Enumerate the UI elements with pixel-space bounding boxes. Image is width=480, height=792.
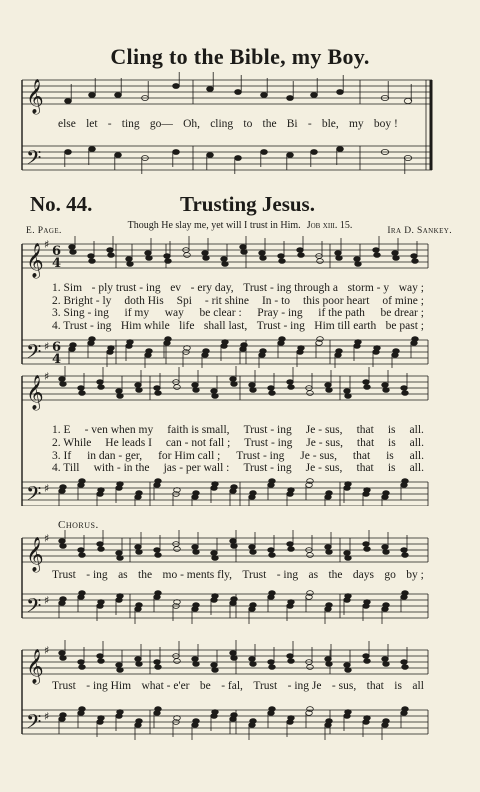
lyric-syllable: Oh, [183, 118, 200, 130]
lyric-syllable: Trust - ing [243, 424, 292, 436]
lyric-syllable: to [243, 118, 253, 130]
lyric-syllable: - ing [276, 569, 299, 581]
svg-text:6: 6 [52, 244, 62, 259]
lyric-syllable: Trust - ing [244, 436, 293, 449]
lyric-syllable: 3. If [52, 449, 72, 462]
svg-text:♯: ♯ [44, 238, 50, 251]
lyric-syllable: go— [149, 118, 173, 130]
lyric-syllable: in dan - ger, [87, 449, 143, 462]
lyric-syllable: 2. While [52, 436, 92, 449]
lyric-syllable: be clear : [199, 307, 242, 319]
lyric-syllable: - sus, [331, 680, 357, 692]
svg-text:𝄢: 𝄢 [26, 710, 42, 738]
svg-text:6: 6 [52, 340, 62, 355]
lyric-syllable: as [308, 569, 319, 581]
lyric-syllable: - ply trust - ing [91, 282, 161, 294]
lyric-syllable: ble, [321, 118, 339, 130]
lyric-syllable: - ing [86, 569, 108, 581]
lyric-syllable: Trust - ing [243, 462, 292, 475]
lyric-syllable: way [164, 307, 184, 319]
chorus-line [52, 680, 424, 692]
lyric-syllable: - ven when my [84, 424, 154, 436]
lyric-syllable: - ing Him [86, 680, 132, 692]
lyric-syllable: doth His [124, 294, 164, 307]
verse-line [52, 295, 424, 307]
lyric-syllable: this poor heart [303, 294, 370, 307]
lyric-syllable: - ery day, [190, 282, 234, 294]
svg-text:𝄞: 𝄞 [26, 79, 44, 114]
chorus-label: Chorus. [58, 519, 99, 531]
lyric-syllable: is [388, 436, 396, 449]
verse-line [52, 320, 424, 332]
lyric-syllable: is [387, 462, 396, 475]
lyric-syllable: 4. Trust - ing [52, 319, 112, 332]
lyric-syllable: days [352, 569, 375, 581]
lyric-syllable: 2. Bright - ly [52, 294, 112, 307]
lyric-syllable: all. [409, 462, 424, 475]
svg-text:♯: ♯ [44, 532, 50, 545]
lyric-syllable: be past ; [385, 319, 424, 332]
lyric-syllable: 1. Sim [52, 282, 83, 294]
lyric-syllable: Trust [52, 680, 76, 692]
lyric-syllable: boy ! [373, 118, 398, 130]
lyric-syllable: if my [124, 307, 150, 319]
lyric-syllable: for Him call ; [158, 449, 221, 462]
lyric-syllable: Je - sus, [305, 424, 343, 436]
lyric-syllable: way ; [398, 282, 424, 294]
verse-line [52, 437, 424, 449]
hymn-title: Trusting Jesus. [180, 192, 315, 216]
svg-text:𝄢: 𝄢 [26, 482, 42, 506]
lyric-syllable: Trust [253, 680, 278, 692]
lyric-syllable: 1. E [52, 424, 71, 436]
svg-text:♯: ♯ [44, 710, 50, 723]
lyric-syllable: what - e'er [141, 680, 190, 692]
lyric-syllable: - [307, 118, 312, 130]
lyric-syllable: In - to [261, 294, 291, 307]
previous-hymn-lyric [58, 118, 398, 130]
lyric-syllable: Trust - ing [236, 449, 285, 462]
lyric-syllable: Trust [52, 569, 76, 581]
lyric-syllable: ting [121, 118, 140, 130]
svg-text:𝄢: 𝄢 [26, 146, 42, 174]
author-credit: Ira D. Sankey. [387, 226, 452, 236]
lyric-syllable: storm - y [347, 282, 390, 294]
svg-text:𝄢: 𝄢 [26, 340, 42, 368]
lyric-syllable: all [412, 680, 424, 692]
lyric-syllable: can - not fall ; [165, 436, 231, 449]
lyric-syllable: Him till earth [314, 319, 377, 332]
lyric-syllable: all. [409, 436, 424, 449]
lyric-syllable: shall last, [203, 319, 248, 332]
lyric-syllable: He leads I [105, 436, 152, 449]
svg-text:𝄞: 𝄞 [26, 243, 44, 278]
lyric-syllable: the [138, 569, 153, 581]
svg-text:4: 4 [52, 352, 62, 367]
svg-text:𝄞: 𝄞 [26, 649, 44, 684]
svg-text:𝄞: 𝄞 [26, 537, 44, 572]
lyric-syllable: - rit shine [204, 294, 249, 307]
lyric-syllable: let [86, 118, 98, 130]
lyric-syllable: the [262, 118, 277, 130]
verse-line [52, 450, 424, 462]
lyric-syllable: is [394, 680, 402, 692]
lyric-syllable: Spi [176, 294, 192, 307]
lyric-syllable: 3. Sing - ing [52, 307, 109, 319]
lyric-syllable: that [366, 680, 384, 692]
lyric-syllable: is [387, 424, 396, 436]
music-staff-system-1 [0, 70, 480, 200]
lyric-syllable: that [356, 424, 374, 436]
verse-line [52, 424, 424, 436]
lyric-syllable: Trust [242, 569, 267, 581]
lyric-syllable: all. [409, 424, 424, 436]
lyric-syllable: is [386, 449, 394, 462]
lyric-syllable: ev [170, 282, 182, 294]
lyric-syllable: mo - ments fly, [162, 569, 233, 581]
lyric-syllable: - fal, [221, 680, 243, 692]
lyric-syllable: else [58, 118, 76, 130]
lyric-syllable: Bi [286, 118, 298, 130]
previous-hymn-title: Cling to the Bible, my Boy. [110, 44, 370, 69]
svg-text:4: 4 [52, 256, 62, 271]
lyric-syllable: cling [210, 118, 234, 130]
lyric-syllable: with - in the [93, 462, 150, 475]
svg-text:𝄞: 𝄞 [26, 375, 44, 410]
lyric-syllable: Pray - ing [257, 307, 303, 319]
lyric-syllable: that [352, 449, 371, 462]
lyric-syllable: all. [409, 449, 424, 462]
lyric-syllable: that [356, 462, 374, 475]
lyric-syllable: my [348, 118, 364, 130]
svg-text:♯: ♯ [44, 340, 50, 353]
lyric-syllable: the [328, 569, 343, 581]
lyric-syllable: life [179, 319, 195, 332]
verse-line [52, 307, 424, 319]
lyric-syllable: jas - per wall : [163, 462, 230, 475]
svg-text:♯: ♯ [44, 644, 50, 657]
lyric-syllable: - ing Je [287, 680, 322, 692]
epigraph-text: Though He slay me, yet will I trust in Him. [127, 220, 301, 231]
chorus-line [52, 569, 424, 581]
lyric-syllable: go [384, 569, 396, 581]
lyric-syllable: be [199, 680, 211, 692]
lyric-syllable: of mine ; [382, 294, 424, 307]
lyric-syllable: Je - sus, [306, 436, 344, 449]
hymn-number: No. 44. [30, 192, 93, 216]
music-staff-system-5 [0, 640, 480, 760]
lyric-syllable: faith is small, [167, 424, 230, 436]
epigraph-reference: Job xiii. 15. [306, 220, 353, 231]
lyric-syllable: Je - sus, [300, 449, 338, 462]
lyric-syllable: Trust - ing through a [243, 282, 338, 294]
lyric-syllable: Je - sus, [305, 462, 343, 475]
svg-text:♯: ♯ [44, 594, 50, 607]
hymn-header [30, 192, 450, 222]
lyric-syllable: by ; [406, 569, 424, 581]
composer-credit: E. Page. [26, 226, 62, 236]
svg-text:♯: ♯ [44, 370, 50, 383]
lyric-syllable: - [107, 118, 112, 130]
lyric-syllable: be drear ; [380, 307, 424, 319]
verse-line [52, 282, 424, 294]
lyric-syllable: if the path [318, 307, 365, 319]
lyric-syllable: as [118, 569, 128, 581]
lyric-syllable: 4. Till [52, 462, 80, 475]
verse-line [52, 462, 424, 474]
lyric-syllable: that [356, 436, 375, 449]
svg-text:𝄢: 𝄢 [26, 594, 42, 622]
svg-text:♯: ♯ [44, 482, 50, 495]
lyric-syllable: Him while [120, 319, 170, 332]
lyric-syllable: Trust - ing [256, 319, 305, 332]
